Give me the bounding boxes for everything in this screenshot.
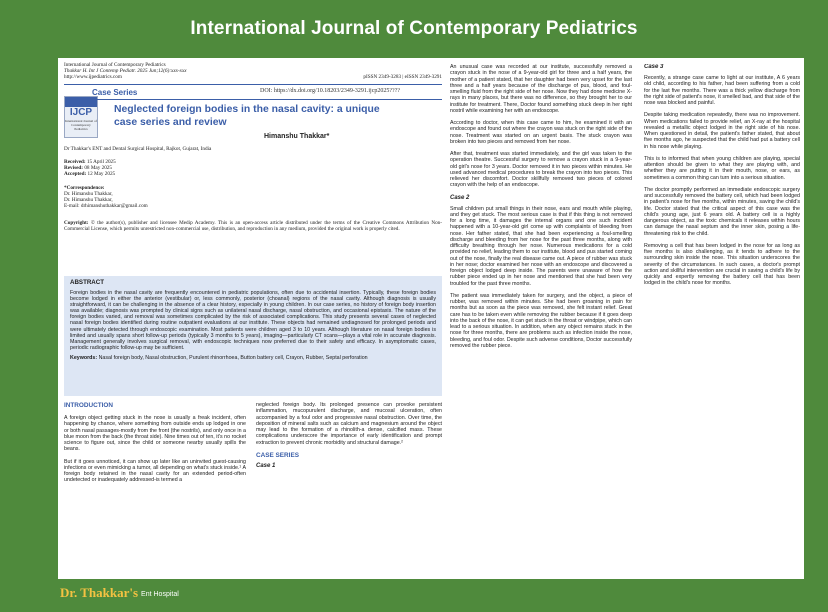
journal-cover [64,96,98,138]
correspondence-label: *Correspondence: [64,185,105,191]
case3-paragraph-4: The doctor promptly performed an immediate endoscopic surgery and successfully removed the battery cell, which had been lodged in patient's nose for five months, within minutes, saving the child's life. Doctor stated that the critical aspect of this case was the child's young age, just 6 years old. A battery cell is a highly dangerous object, as the toxic chemicals it releases within hours can damage the nasal septum and the inner skin, posing a life-threatening risk to the child. [644,186,800,237]
revised-date: 08 May 2025 [84,165,112,172]
received-date: 15 April 2025 [86,159,116,165]
copyright-text: © the author(s), publisher and licensee Medip Academy. This is an open-access article distributed under the terms of the Creative Commons Attribution Non-Commercial License, which permits unrestricted non-commercial use, distribution, and reproduction in any medium, provided the original work is properly cited. [64,220,442,233]
case3-paragraph-5: Removing a cell that has been lodged in the nose for as long as five months is also challenging, as it tends to adhere to the surrounding skin inside the nose. This situation underscores the severity of the circumstances. In such cases, a doctor's prompt action and skillful intervention are crucial in saving a child's life by quickly and expertly removing the battery cell that has been lodged in the child's nose for months. [644,242,800,287]
footer-brand [60,581,179,605]
correspondence-email[interactable]: E-mail: drhimanshuthakkar@gmail.com [64,203,148,210]
title-block [64,88,442,258]
case2-paragraph-2: The patient was immediately taken for surgery, and the object, a piece of rubber, was removed within minutes. She had been groaning in pain for months but as soon as the piece was removed, she felt instant relief. Great care has to be taken even while removing the rubber because if it goes deep into the back of the nose, it can get stuck in the throat or windpipe, which can lead to a serious situation. In addition, when any object remains stuck in the nose for three months, there are problems such as infection inside the nose, bleeding, and foul odor. Despite such adverse conditions, Doctor successfully removed the rubber piece. [450,292,632,349]
case-1-label: Case 1 [256,462,276,469]
case-2-label: Case 2 [450,194,470,201]
left-column [64,58,442,579]
intro-paragraph-2: But if it goes unnoticed, it can show up later like an uninvited guest-causing infections or even mimicking a tumor, all depending on what's stuck inside.¹ A foreign body retained in the nasal cavity for an extended period-often undetected or inadequately addressed-is termed a [64,458,246,484]
accepted-label: Accepted: [64,171,87,178]
article-title: Neglected foreign bodies in the nasal cavity: a unique case series and review [114,104,380,128]
keywords-text: Nasal foreign body, Nasal obstruction, Purulent rhinorrhoea, Button battery cell, Crayon, Rubber, Septal perforation [98,354,368,361]
affiliation: Dr Thakkar's ENT and Dental Surgical Hospital, Rajkot, Gujarat, India [64,146,212,152]
banner-title: International Journal of Contemporary Pediatrics [190,18,638,39]
copyright [64,220,442,232]
correspondence-name-2: Dr. Himanshu Thakkar, [64,197,113,204]
keywords [70,355,436,361]
cover-logo: IJCP [69,107,93,118]
accepted-date: 12 May 2025 [87,171,116,178]
abstract-text: Foreign bodies in the nasal cavity are frequently encountered in pediatric populations, often due to accidental insertion. Typically, these foreign bodies become lodged in either the anterior (vestibular) or, less commonly, posterior (choanal) regions of the nasal cavity. Although diagnosis is usually straightforward, it can be challenging in the absence of a clear history, especially in young children. In our case series, no history of foreign body insertion was available; diagnosis was prompted by clinical signs such as unilateral nasal discharge, nasal obstruction, and occasional epistaxis. The nature of the foreign bodies varied, and removal was sometimes complicated by the risk of associated complications. This study presents several cases of neglected nasal foreign bodies identified during routine outpatient evaluations at our institute. These objects had remained undiagnosed for prolonged periods and were ultimately detected through endoscopic examination. Most patients were children aged 3 to 10 years. Although literature on nasal foreign bodies is limited and usually spans short follow-up periods (typically 3 months to 5 years), imaging—particularly CT scans—plays a vital role in accurate diagnosis. Management generally involves surgical removal, with endoscopic techniques now preferred due to their safety and efficacy. In asymptomatic cases, periodic radiographic follow-up may be sufficient. [70,290,436,351]
abstract-box [64,276,442,396]
received-label: Received: [64,159,86,165]
middle-column [450,64,632,576]
journal-site[interactable]: http://www.ijpediatrics.com [64,74,122,80]
doi[interactable]: DOI: https://dx.doi.org/10.18203/2349-3291.ijcp2025???? [260,88,401,94]
article-page [58,58,804,579]
journal-header [64,62,442,80]
cover-subtitle-2: Contemporary [71,123,91,127]
dates [64,159,116,177]
footer-brand-suffix: Ent Hospital [141,591,179,598]
author: Himanshu Thakkar* [264,133,330,140]
intro-heading: INTRODUCTION [64,402,113,409]
case2-paragraph-1: Small children put small things in their nose, ears and mouth while playing, and they get stuck. The most serious case is that if this thing is not removed for a long time, it damages the internal organs and one such incident happened with a 10-year-old girl come up with complaints of bleeding from nose. Her father stated, that she had been experiencing a foul-smelling discharge and bleeding from her nose for the past three months, along with difficulty breathing through her nose. Numerous medications for a cold provided no relief, leading them to our institute, blood and pus started coming out of the nose, finally the real disease came out. A piece of rubber was stuck in her nose; doctor examined her nose with an endoscope and discovered a foreign object lodged deep inside. The parents were unaware of how the rubber piece ended up in her nose and mentioned that she had been very troubled for the past three months. [450,205,632,287]
case3-paragraph-2: Despite taking medication repeatedly, there was no improvement. When medications failed to provide relief, an X-ray at the hospital revealed a metallic object lodged in the right side of his nose. When questioned in detail, the patient's father stated, that about five months ago, he suspected that the child had put a battery cell in his nose while playing. [644,112,800,150]
keywords-label: Keywords: [70,354,98,361]
revised-label: Revised: [64,165,84,172]
title-rule [92,99,442,100]
case1-paragraph-1: An unusual case was recorded at our institute, successfully removed a crayon stuck in the nose of a 9-year-old girl for three and a half years, the mother of a patient stated, that her daughter had been very upset for the last three and a half years because of the discharge of pus, blood, and foul-smelling fluid from the right side of her nose. Now they had done medicine X-rays in many places, but there was no difference, so they brought her to our institute for treatment. There, Doctor found something stuck deep in her right nostril while examining her with an endoscope. [450,64,632,114]
header-divider [64,84,442,85]
intro-paragraph-1: A foreign object getting stuck in the nose is usually a freak incident, often happening by chance, where something from outside ends up lodged in one or both nasal passages-mostly from the front (the nostrils), and only once in a blue moon from the back (the throat side). Nine times out of ten, it's no rocket science to figure out, since the child or someone nearby usually spills the beans. [64,415,246,453]
case3-paragraph-1: Recently, a strange case came to light at our institute, A 6 years old child, according to his father, had been suffering from a cold for the last five months. There was a thick yellow discharge from the right side of patient's nose, it smelled bad, and that side of the nose was blocked and painful. [644,75,800,106]
abstract-heading: ABSTRACT [70,279,105,286]
case1-paragraph-3: After that, treatment was started immediately, and the girl was taken to the operation theatre. Successful surgery to remove a crayon stuck in a 9-year-old girl's nose for 3 years. Doctor removed it in two pieces within minutes. He used advanced medical procedures to break the crayon into two pieces. This relieved her discomfort. Doctor skillfully removed two pieces of colored crayon with the help of an endoscope. [450,151,632,189]
body-columns [64,402,442,552]
case-3-label: Case 3 [644,64,664,70]
correspondence [64,185,148,209]
accepted-row [64,171,116,177]
journal-name: International Journal of Contemporary Pediatrics [64,62,166,68]
case1-paragraph-2: According to doctor, when this case came to him, he examined it with an endoscope and found out where the crayon was stuck on the right side of the nose. Treatment was started on an urgent basis. The stuck crayon was broken into two pieces and removed from her nose. [450,120,632,145]
journal-citation: Thakkar H. Int J Contemp Pediatr. 2025 Jun;12(6):xxx-xxx [64,68,187,74]
case3-paragraph-3: This is to informed that when young children are playing, special attention should be given to what they are playing with, and whether they are putting it in their mouth, nose, or ears, as sometimes a common thing can turn into a serious situation. [644,155,800,181]
banner [0,0,828,58]
case-series-heading: CASE SERIES [256,451,299,459]
issn: pISSN 2349-3283 | eISSN 2349-3291 [363,74,442,80]
correspondence-name-1: Dr. Himanshu Thakkar, [64,191,113,198]
copyright-label: Copyright: [64,220,89,226]
neglected-paragraph: neglected foreign body. Its prolonged presence can provoke persistent inflammation, mucopurulent discharge, and mucosal ulceration, often accompanied by a foul odor and progressive nasal obstruction. Over time, the deposition of mineral salts such as calcium and magnesium around the object may lead to the formation of a rhinolith-a dense, calcified mass. These complications underscore the importance of early identification and prompt extraction to prevent chronic morbidity and structural damage.² [256,402,442,446]
cover-subtitle-3: Pediatrics [74,127,88,131]
article-type: Case Series [92,88,138,97]
right-column [644,64,800,576]
case-intro-column [256,402,442,552]
cover-subtitle-1: International Journal of [65,119,97,123]
intro-column [64,402,246,552]
footer-brand-name: Dr. Thakkar's [60,585,139,600]
